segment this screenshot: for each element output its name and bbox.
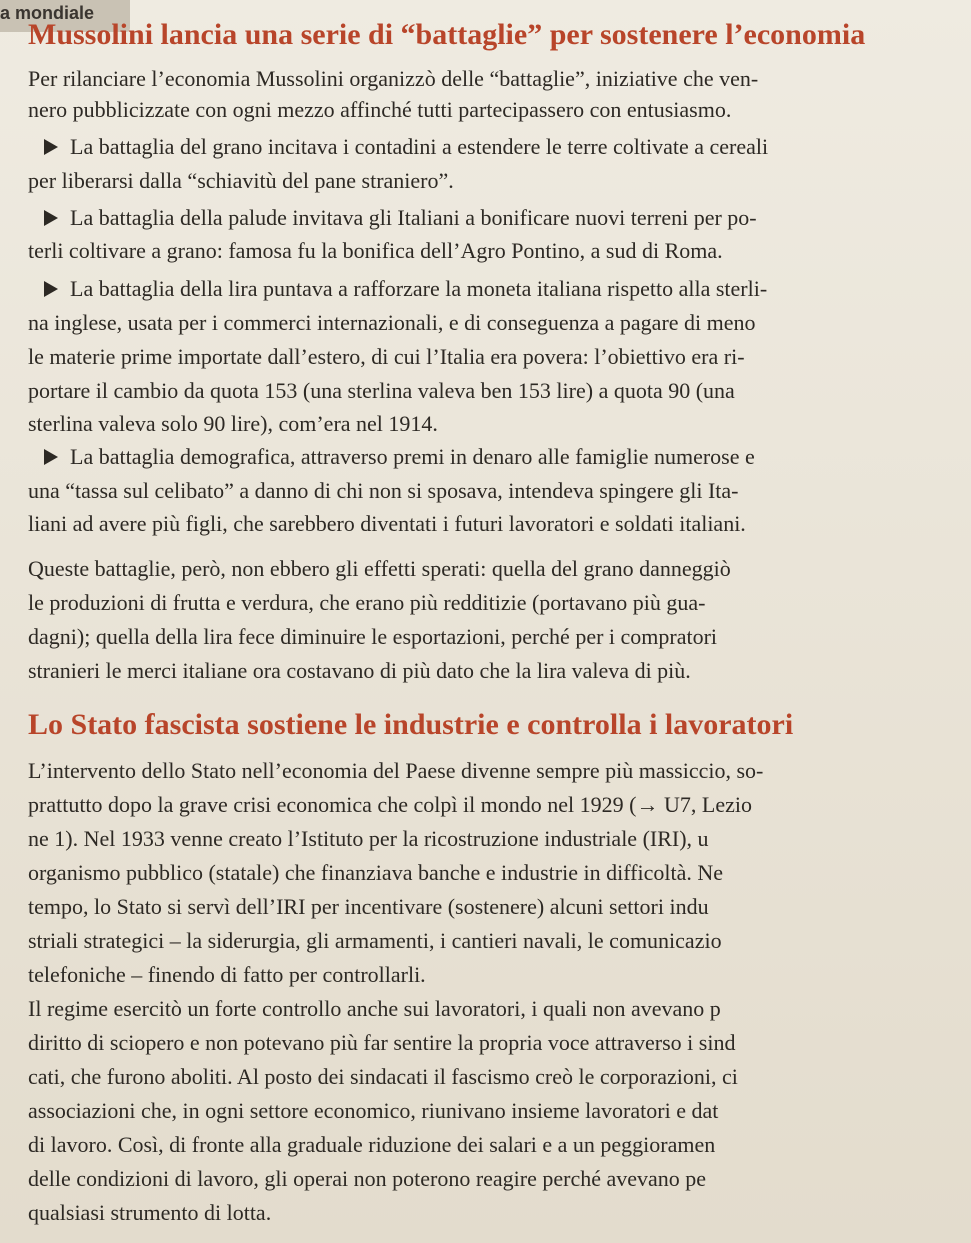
paragraph-line: associazioni che, in ogni settore economico, riunivano insieme lavoratori e dat bbox=[28, 1098, 719, 1123]
paragraph-line: stranieri le merci italiane ora costavano di più dato che la lira valeva di più. bbox=[28, 658, 691, 683]
paragraph-line: prattutto dopo la grave crisi economica che colpì il mondo nel 1929 (→ U7, Lezio bbox=[28, 792, 752, 817]
bullet-item-palude: La battaglia della palude invitava gli Italiani a bonificare nuovi terreni per po- bbox=[44, 205, 757, 231]
paragraph-line: per liberarsi dalla “schiavitù del pane straniero”. bbox=[28, 168, 454, 193]
bullet-arrow-icon bbox=[44, 449, 58, 465]
paragraph-line: na inglese, usata per i commerci internazionali, e di conseguenza a pagare di meno bbox=[28, 310, 756, 335]
paragraph-line: delle condizioni di lavoro, gli operai non poterono reagire perché avevano pe bbox=[28, 1166, 707, 1191]
paragraph-line: terli coltivare a grano: famosa fu la bonifica dell’Agro Pontino, a sud di Roma. bbox=[28, 238, 723, 263]
chapter-tab-label: a mondiale bbox=[0, 3, 95, 23]
paragraph-line: di lavoro. Così, di fronte alla graduale riduzione dei salari e a un peggioramen bbox=[28, 1132, 716, 1157]
bullet-arrow-icon bbox=[44, 139, 58, 155]
paragraph-line: tempo, lo Stato si servì dell’IRI per incentivare (sostenere) alcuni settori indu bbox=[28, 894, 709, 919]
paragraph-line: Per rilanciare l’economia Mussolini organizzò delle “battaglie”, iniziative che ven- bbox=[28, 66, 759, 91]
section-title-stato-fascista: Lo Stato fascista sostiene le industrie e controlla i lavoratori bbox=[28, 708, 794, 741]
bullet-arrow-icon bbox=[44, 281, 58, 297]
paragraph-line: dagni); quella della lira fece diminuire le esportazioni, perché per i compratori bbox=[28, 624, 718, 649]
paragraph-line: nero pubblicizzate con ogni mezzo affinché tutti partecipassero con entusiasmo. bbox=[28, 97, 732, 122]
paragraph-line: Queste battaglie, però, non ebbero gli effetti sperati: quella del grano danneggiò bbox=[28, 556, 731, 581]
paragraph-line: L’intervento dello Stato nell’economia del Paese divenne sempre più massiccio, so- bbox=[28, 758, 764, 783]
paragraph-line: Il regime esercitò un forte controllo anche sui lavoratori, i quali non avevano p bbox=[28, 996, 721, 1021]
paragraph-line: diritto di sciopero e non potevano più far sentire la propria voce attraverso i sind bbox=[28, 1030, 736, 1055]
paragraph-line: cati, che furono aboliti. Al posto dei sindacati il fascismo creò le corporazioni, ci bbox=[28, 1064, 738, 1089]
paragraph-line: le materie prime importate dall’estero, di cui l’Italia era povera: l’obiettivo era ri- bbox=[28, 344, 745, 369]
paragraph-line: sterlina valeva solo 90 lire), com’era nel 1914. bbox=[28, 411, 438, 436]
section-title-battaglie: Mussolini lancia una serie di “battaglie” per sostenere l’economia bbox=[28, 18, 866, 51]
paragraph-line: ne 1). Nel 1933 venne creato l’Istituto per la ricostruzione industriale (IRI), u bbox=[28, 826, 709, 851]
paragraph-line: le produzioni di frutta e verdura, che erano più redditizie (portavano più gua- bbox=[28, 590, 706, 615]
paragraph-line: qualsiasi strumento di lotta. bbox=[28, 1200, 272, 1225]
bullet-arrow-icon bbox=[44, 210, 58, 226]
paragraph-line: una “tassa sul celibato” a danno di chi non si sposava, intendeva spingere gli Ita- bbox=[28, 478, 739, 503]
bullet-item-lira: La battaglia della lira puntava a rafforzare la moneta italiana rispetto alla sterli- bbox=[44, 276, 767, 302]
paragraph-line: striali strategici – la siderurgia, gli armamenti, i cantieri navali, le comunicazio bbox=[28, 928, 722, 953]
paragraph-line: organismo pubblico (statale) che finanziava banche e industrie in difficoltà. Ne bbox=[28, 860, 723, 885]
paragraph-line: portare il cambio da quota 153 (una sterlina valeva ben 153 lire) a quota 90 (una bbox=[28, 378, 735, 403]
paragraph-line: telefoniche – finendo di fatto per controllarli. bbox=[28, 962, 426, 987]
bullet-item-grano: La battaglia del grano incitava i contadini a estendere le terre coltivate a cereali bbox=[44, 134, 768, 160]
paragraph-line: liani ad avere più figli, che sarebbero diventati i futuri lavoratori e soldati italiani. bbox=[28, 511, 746, 536]
bullet-item-demografica: La battaglia demografica, attraverso premi in denaro alle famiglie numerose e bbox=[44, 444, 755, 470]
